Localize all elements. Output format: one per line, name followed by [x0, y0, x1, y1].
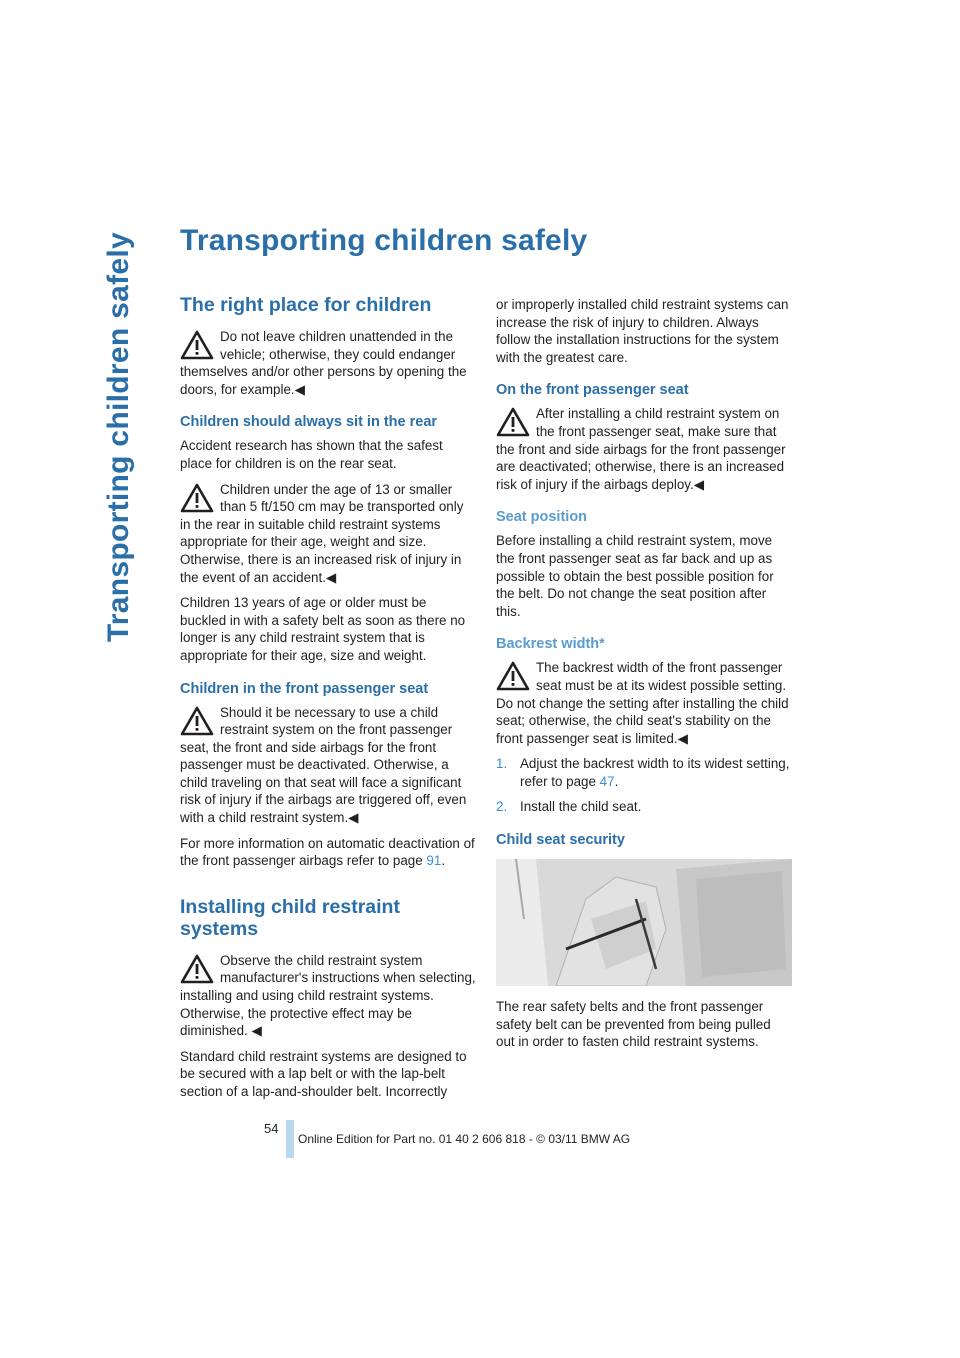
heading-installing: Installing child restraint systems [180, 895, 400, 940]
step-number: 2. [496, 799, 508, 815]
child-seat-photo [496, 859, 792, 986]
warning-note [496, 659, 792, 747]
warning-text: The backrest width of the front passenger seat must be at its widest possible setting. Do not change the setting after installing the child seat; otherwise, the child seat's stability on the front passenger seat is limited.◀ [496, 660, 789, 746]
heading-right-place: The right place for children [180, 294, 432, 316]
heading-seat-position: Seat position [496, 509, 588, 526]
child-seat-illustration [496, 859, 792, 986]
footer-bar [286, 1120, 294, 1158]
warning-note [180, 952, 476, 1040]
right-column [496, 296, 792, 1059]
warning-triangle-icon [180, 706, 214, 736]
warning-text: Children under the age of 13 or smaller than 5 ft/150 cm may be transported only in the rear in suitable child restraint systems appropriate for their age, weight and size. Otherwise, there is an increased risk of injury in the event of an accident.◀ [180, 481, 464, 585]
footer-edition-text: Online Edition for Part no. 01 40 2 606 818 - © 03/11 BMW AG [298, 1132, 631, 1146]
page-number: 54 [264, 1121, 279, 1136]
steps-list [496, 755, 792, 816]
page-link-91[interactable]: 91 [426, 853, 442, 869]
warning-triangle-icon [180, 954, 214, 984]
warning-text: Observe the child restraint system manufacturer's instructions when selecting, installing and using child restraint systems. Otherwise, the protective effect may be diminished. ◀ [180, 952, 476, 1039]
paragraph: Children 13 years of age or older must be buckled in with a safety belt as soon as there no longer is any child restraint system that is appropriate for their age, size and weight. [180, 595, 466, 663]
heading-backrest-width: Backrest width* [496, 636, 605, 653]
warning-triangle-icon [496, 661, 530, 691]
paragraph: The rear safety belts and the front passenger safety belt can be prevented from being pulled out in order to fasten child restraint systems. [496, 999, 771, 1050]
warning-triangle-icon [180, 483, 214, 513]
warning-triangle-icon [180, 330, 214, 360]
step-number: 1. [496, 756, 508, 772]
page-link-47[interactable]: 47 [599, 773, 615, 789]
warning-text: Should it be necessary to use a child restraint system on the front passenger seat, the front and side airbags for the front passenger must be deactivated. Otherwise, a child traveling on that seat will face a significant risk of injury if the airbags are triggered off, even with a child restraint system.◀ [180, 704, 467, 826]
warning-note [180, 704, 476, 827]
warning-note [180, 481, 476, 587]
side-chapter-title: Transporting children safely [102, 232, 135, 643]
list-item: 1. Adjust the backrest width to its widest setting, refer to page 47. [496, 756, 790, 789]
paragraph: For more information on automatic deactivation of the front passenger airbags refer to page 91. [180, 835, 475, 869]
paragraph: Standard child restraint systems are designed to be secured with a lap belt or with the lap-belt section of a lap-and-shoulder belt. Incorrectly [180, 1048, 467, 1099]
paragraph: Before installing a child restraint system, move the front passenger seat as far back and up as possible to obtain the best possible position for the belt. Do not change the seat position after this. [496, 533, 774, 619]
warning-text: Do not leave children unattended in the vehicle; otherwise, they could endanger themselves and/or other persons by opening the doors, for example.◀ [180, 329, 467, 397]
heading-child-seat-security: Child seat security [496, 832, 625, 849]
heading-on-front-seat: On the front passenger seat [496, 382, 689, 399]
paragraph: or improperly installed child restraint systems can increase the risk of injury to children. Always follow the installation instructions for the system with the greatest care. [496, 297, 789, 365]
list-item: 2. Install the child seat. [496, 799, 642, 815]
page-title: Transporting children safely [180, 224, 588, 257]
warning-note [496, 405, 792, 493]
warning-text: After installing a child restraint system on the front passenger seat, make sure that the front and side airbags for the front passenger are deactivated; otherwise, there is an increased risk of injury if the airbags deploy.◀ [496, 406, 786, 492]
paragraph: Accident research has shown that the safest place for children is on the rear seat. [180, 438, 443, 471]
heading-front-seat: Children in the front passenger seat [180, 680, 429, 697]
warning-note [180, 328, 476, 398]
left-column [180, 294, 476, 1109]
warning-triangle-icon [496, 407, 530, 437]
heading-rear: Children should always sit in the rear [180, 414, 438, 431]
